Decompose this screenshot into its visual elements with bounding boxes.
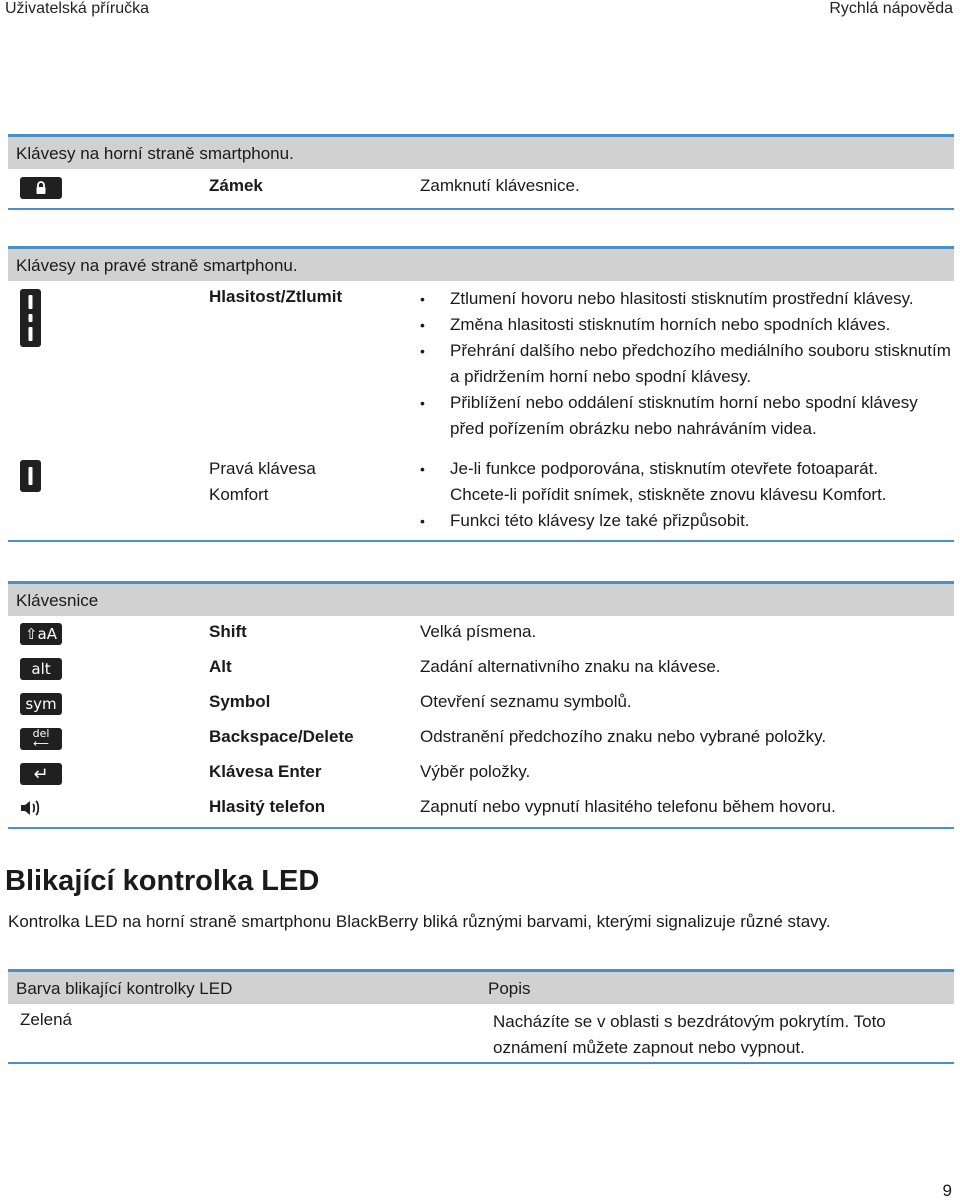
doc-title: Uživatelská příručka [5, 0, 150, 17]
keyboard-heading: Klávesnice [8, 581, 954, 616]
key-name: Hlasitost/Ztlumit [209, 287, 343, 306]
shift-icon: ⇧aA [20, 623, 62, 645]
volume-keys-icon [20, 289, 41, 347]
speaker-icon [19, 798, 41, 823]
page-number: 9 [942, 1181, 952, 1200]
key-description: Výběr položky. [420, 762, 531, 781]
key-name: Backspace/Delete [209, 727, 354, 746]
section-description: Kontrolka LED na horní straně smartphonu BlackBerry bliká různými barvami, kterými signalizuje různé stavy. [8, 912, 831, 931]
list-item: • Přiblížení nebo oddálení stisknutím horní nebo spodní klávesy před pořízením obrázku nebo nahráváním videa. [420, 390, 955, 442]
side-keys-heading: Klávesy na pravé straně smartphonu. [8, 246, 954, 281]
list-item: • Je-li funkce podporována, stisknutím otevřete fotoaparát. Chcete-li pořídit snímek, stiskněte znovu klávesu Komfort. [420, 456, 940, 508]
key-name: Symbol [209, 692, 271, 711]
key-description: Zamknutí klávesnice. [420, 176, 580, 195]
list-item: • Funkci této klávesy lze také přizpůsobit. [420, 508, 940, 534]
led-description: Nacházíte se v oblasti s bezdrátovým pokrytím. Toto oznámení můžete zapnout nebo vypnout. [493, 1012, 886, 1057]
divider [8, 827, 954, 829]
left-arrow-icon: ⟵ [33, 737, 49, 750]
key-name: Shift [209, 622, 247, 641]
divider [8, 208, 954, 210]
key-description: Zadání alternativního znaku na klávese. [420, 657, 721, 676]
del-icon [20, 728, 62, 750]
list-item: • Změna hlasitosti stisknutím horních nebo spodních kláves. [420, 312, 955, 338]
top-keys-heading: Klávesy na horní straně smartphonu. [8, 134, 954, 169]
alt-icon: alt [20, 658, 62, 680]
divider [8, 1062, 954, 1064]
key-description: Velká písmena. [420, 622, 537, 641]
column-header: Barva blikající kontrolky LED [16, 979, 233, 998]
led-table-header [8, 969, 954, 1004]
key-description: Zapnutí nebo vypnutí hlasitého telefonu během hovoru. [420, 797, 836, 816]
key-description: Odstranění předchozího znaku nebo vybrané položky. [420, 727, 827, 746]
sym-icon: sym [20, 693, 62, 715]
section-title: Rychlá nápověda [829, 0, 953, 17]
column-header: Popis [488, 979, 531, 998]
lock-icon [20, 177, 62, 199]
key-description: Otevření seznamu symbolů. [420, 692, 632, 711]
section-heading: Blikající kontrolka LED [5, 865, 320, 897]
del-icon-label: del [32, 727, 50, 740]
list-item: • Přehrání dalšího nebo předchozího mediálního souboru stisknutím a přidržením horní nebo spodní klávesy. [420, 338, 955, 390]
key-name: Hlasitý telefon [209, 797, 326, 816]
right-key-icon [20, 460, 41, 492]
bullet-list [420, 286, 955, 442]
key-name: Alt [209, 657, 232, 676]
key-name: Pravá klávesa Komfort [209, 459, 316, 504]
key-name: Zámek [209, 176, 263, 195]
key-name: Klávesa Enter [209, 762, 322, 781]
list-item: • Ztlumení hovoru nebo hlasitosti stisknutím prostřední klávesy. [420, 286, 955, 312]
led-color: Zelená [20, 1010, 72, 1029]
enter-icon: ↵ [20, 763, 62, 785]
divider [8, 540, 954, 542]
bullet-list [420, 456, 940, 534]
